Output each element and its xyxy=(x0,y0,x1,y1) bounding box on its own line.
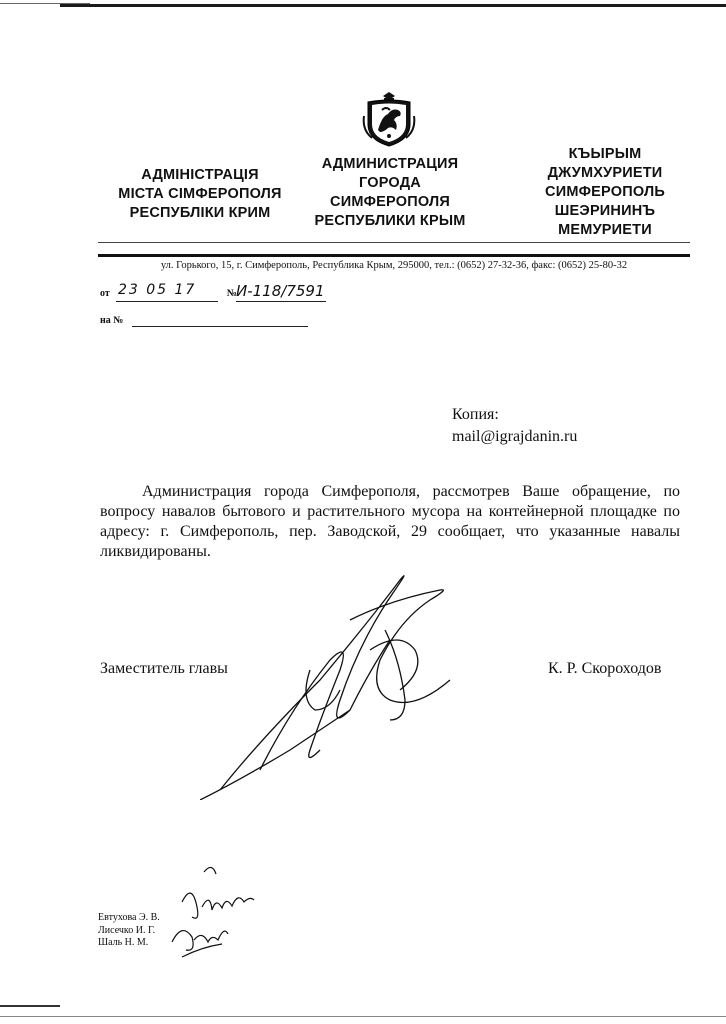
header-line: РЕСПУБЛИКИ КРЫМ xyxy=(314,213,466,229)
from-label: от xyxy=(100,288,110,299)
scan-artifact xyxy=(0,1016,726,1017)
header-line: СИМФЕРОПОЛЯ xyxy=(330,194,450,210)
copy-label: Копия: xyxy=(452,406,499,423)
header-line: КЪЫРЫМ xyxy=(568,146,642,162)
address-line: ул. Горького, 15, г. Симферополь, Республика Крым, 295000, тел.: (0652) 27-32-36, факс: (0652) 25-80-32 xyxy=(160,260,628,271)
executor-name: Лисечко И. Г. xyxy=(98,924,156,936)
header-line: ДЖУМХУРИЕТИ xyxy=(547,165,663,181)
header-divider-thin xyxy=(98,242,690,243)
executor-name: Шаль Н. М. xyxy=(98,937,149,948)
header-line: ШЕЭРИНИНЪ xyxy=(554,203,656,219)
header-title-crimean-tatar xyxy=(510,145,700,240)
header-divider-thick xyxy=(98,254,690,257)
executor-name: Евтухова Э. В. xyxy=(98,912,160,923)
letter-body: Администрация города Симферополя, рассмотрев Ваше обращение, по вопросу навалов бытового и растительного мусора на контейнерной площадке по адресу: г. Симферополь, пер. Заводской, 29 сообщает, что указанные навалы ликвидированы. xyxy=(100,483,680,560)
to-label: на № xyxy=(100,315,124,326)
scan-artifact xyxy=(0,1005,60,1007)
header-line: РЕСПУБЛІКИ КРИМ xyxy=(129,205,271,221)
reply-to-underline xyxy=(132,320,308,327)
header-line: АДМІНІСТРАЦІЯ xyxy=(141,167,259,183)
scan-top-border xyxy=(60,4,726,7)
signatory-position: Заместитель главы xyxy=(100,660,228,677)
signature-image xyxy=(200,560,460,800)
header-title-russian xyxy=(300,155,480,231)
executor-signatures-image xyxy=(152,862,262,962)
registration-reply-to xyxy=(100,315,123,326)
header-line: СИМФЕРОПОЛЬ xyxy=(545,184,665,200)
registration-date: 23 05 17 xyxy=(118,282,197,298)
crimea-coat-of-arms-icon xyxy=(358,86,420,148)
header-title-ukrainian xyxy=(100,166,300,223)
header-line: АДМИНИСТРАЦИЯ xyxy=(321,156,459,172)
registration-number: И-118/7591 xyxy=(236,282,325,300)
executors-list xyxy=(98,912,160,950)
header-line: ГОРОДА xyxy=(359,175,421,191)
signatory-name: К. Р. Скороходов xyxy=(548,660,662,677)
copy-recipient xyxy=(452,404,577,448)
number-label: № xyxy=(226,288,237,299)
header-line: МЕМУРИЕТИ xyxy=(558,222,652,238)
copy-email: mail@igrajdanin.ru xyxy=(452,428,578,445)
header-line: МІСТА СІМФЕРОПОЛЯ xyxy=(118,186,282,202)
